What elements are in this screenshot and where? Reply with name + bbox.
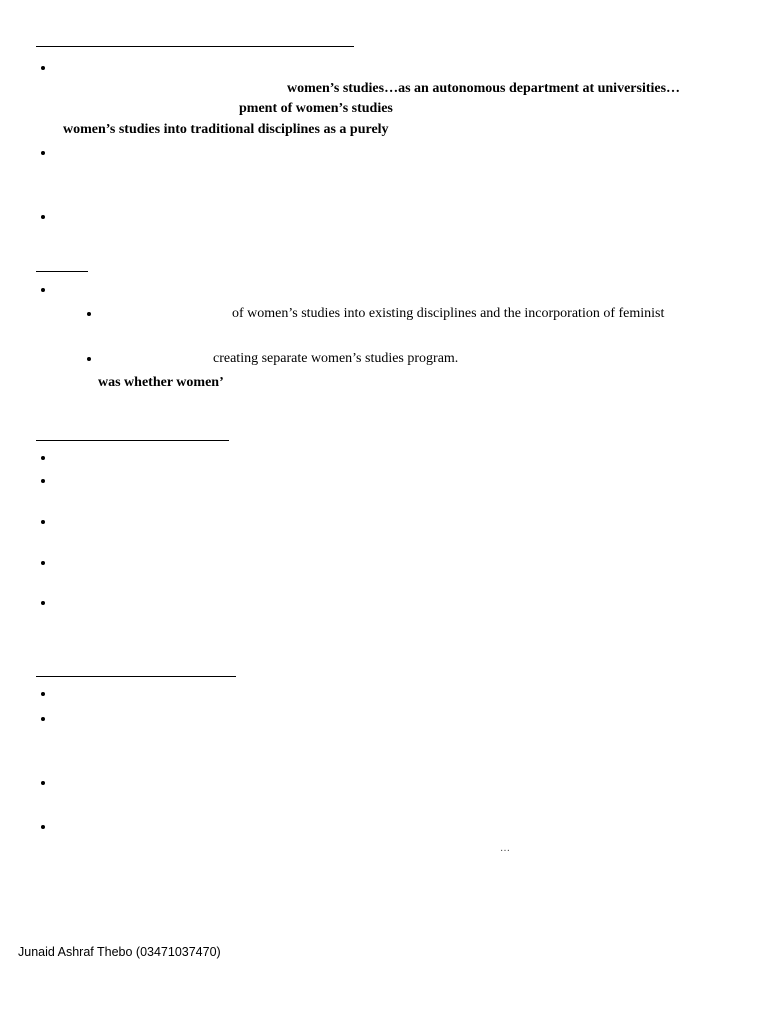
section4-bullet-2 bbox=[41, 717, 45, 721]
footer-author: Junaid Ashraf Thebo (03471037470) bbox=[18, 945, 221, 959]
section2-bullet-1 bbox=[41, 288, 45, 292]
section3-bullet-2 bbox=[41, 479, 45, 483]
section1-bullet-2 bbox=[41, 151, 45, 155]
section2-heading-underline bbox=[36, 271, 88, 272]
section4-bullet-3 bbox=[41, 781, 45, 785]
section2-sub1-text: of women’s studies into existing disciplines and the incorporation of feminist bbox=[232, 306, 665, 321]
section2-sub2-text: creating separate women’s studies program. bbox=[213, 351, 459, 366]
section3-bullet-1 bbox=[41, 456, 45, 460]
section2-subbullet-2 bbox=[87, 357, 91, 361]
section1-heading-underline bbox=[36, 46, 354, 47]
section4-bullet-1 bbox=[41, 692, 45, 696]
section2-note: was whether women’ bbox=[98, 375, 224, 390]
section1-line1: women’s studies…as an autonomous department at universities… bbox=[287, 81, 681, 96]
section1-line2: pment of women’s studies bbox=[239, 101, 393, 116]
section3-heading-underline bbox=[36, 440, 229, 441]
section2-subbullet-1 bbox=[87, 312, 91, 316]
section4-heading-underline bbox=[36, 676, 236, 677]
section3-bullet-4 bbox=[41, 561, 45, 565]
section3-bullet-3 bbox=[41, 520, 45, 524]
section4-bullet-4 bbox=[41, 825, 45, 829]
section1-bullet-1 bbox=[41, 66, 45, 70]
section4-ellipsis: … bbox=[500, 843, 511, 854]
section3-bullet-5 bbox=[41, 601, 45, 605]
section1-bullet-3 bbox=[41, 215, 45, 219]
section1-line3: women’s studies into traditional disciplines as a purely bbox=[63, 122, 389, 137]
